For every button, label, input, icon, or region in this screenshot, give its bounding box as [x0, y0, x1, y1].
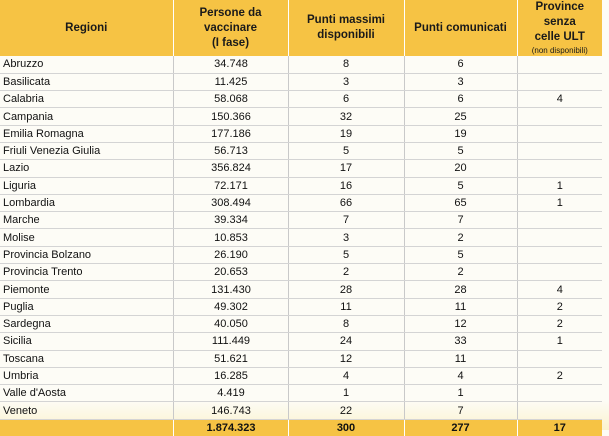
cell-punti-massimi: 1: [288, 385, 404, 402]
cell-persone: 40.050: [173, 315, 288, 332]
cell-province-senza-celle: 2: [517, 298, 602, 315]
table-row: [0, 194, 602, 211]
cell-province-senza-celle: [517, 56, 602, 73]
table-row: [0, 160, 602, 177]
cell-province-senza-celle: [517, 229, 602, 246]
cell-punti-comunicati: 5: [404, 246, 517, 263]
cell-regione: Sicilia: [0, 333, 173, 350]
cell-punti-comunicati: 2: [404, 229, 517, 246]
cell-regione: Toscana: [0, 350, 173, 367]
total-row: [0, 419, 602, 436]
cell-regione: Liguria: [0, 177, 173, 194]
cell-regione: Emilia Romagna: [0, 125, 173, 142]
cell-regione: Umbria: [0, 367, 173, 384]
cell-persone: 177.186: [173, 125, 288, 142]
cell-punti-massimi: 24: [288, 333, 404, 350]
cell-persone: 26.190: [173, 246, 288, 263]
cell-province-senza-celle: [517, 402, 602, 419]
table-row: [0, 367, 602, 384]
cell-punti-comunicati: 11: [404, 298, 517, 315]
cell-persone: 308.494: [173, 194, 288, 211]
cell-persone: 150.366: [173, 108, 288, 125]
cell-punti-massimi: 7: [288, 212, 404, 229]
cell-punti-comunicati: 6: [404, 56, 517, 73]
cell-punti-massimi: 5: [288, 142, 404, 159]
cell-punti-massimi: 32: [288, 108, 404, 125]
table-row: [0, 350, 602, 367]
cell-regione: Piemonte: [0, 281, 173, 298]
cell-punti-comunicati: 5: [404, 142, 517, 159]
cell-province-senza-celle: [517, 73, 602, 90]
cell-regione: Basilicata: [0, 73, 173, 90]
cell-province-senza-celle: 1: [517, 194, 602, 211]
table-body: [0, 56, 602, 436]
cell-punti-comunicati: 12: [404, 315, 517, 332]
table-header-row: [0, 0, 602, 56]
cell-punti-massimi: 17: [288, 160, 404, 177]
cell-punti-massimi: 66: [288, 194, 404, 211]
cell-punti-massimi: 28: [288, 281, 404, 298]
cell-punti-massimi: 19: [288, 125, 404, 142]
total-label: [0, 419, 173, 436]
cell-persone: 34.748: [173, 56, 288, 73]
total-comunicati: 277: [404, 419, 517, 436]
header-regioni: Regioni: [0, 0, 173, 56]
cell-regione: Marche: [0, 212, 173, 229]
header-punti-comunicati: Punti comunicati: [404, 0, 517, 56]
cell-persone: 146.743: [173, 402, 288, 419]
cell-punti-comunicati: 33: [404, 333, 517, 350]
cell-persone: 4.419: [173, 385, 288, 402]
table-row: [0, 108, 602, 125]
cell-punti-comunicati: 11: [404, 350, 517, 367]
cell-persone: 20.653: [173, 264, 288, 281]
cell-persone: 356.824: [173, 160, 288, 177]
cell-regione: Campania: [0, 108, 173, 125]
cell-punti-comunicati: 20: [404, 160, 517, 177]
cell-punti-comunicati: 4: [404, 367, 517, 384]
cell-persone: 51.621: [173, 350, 288, 367]
cell-punti-comunicati: 7: [404, 402, 517, 419]
table-row: [0, 142, 602, 159]
cell-punti-massimi: 8: [288, 315, 404, 332]
header-province-senza-celle: Province senza celle ULT (non disponibili): [517, 0, 602, 56]
cell-punti-massimi: 5: [288, 246, 404, 263]
cell-province-senza-celle: [517, 108, 602, 125]
cell-punti-comunicati: 2: [404, 264, 517, 281]
cell-persone: 58.068: [173, 91, 288, 108]
cell-province-senza-celle: 1: [517, 177, 602, 194]
cell-punti-massimi: 12: [288, 350, 404, 367]
cell-province-senza-celle: [517, 264, 602, 281]
table-row: [0, 177, 602, 194]
header-persone-da-vaccinare: Persone da vaccinare (I fase): [173, 0, 288, 56]
cell-persone: 131.430: [173, 281, 288, 298]
total-province: 17: [553, 421, 566, 434]
cell-persone: 56.713: [173, 142, 288, 159]
cell-regione: Valle d'Aosta: [0, 385, 173, 402]
cell-province-senza-celle: 2: [517, 367, 602, 384]
cell-province-senza-celle: 1: [517, 333, 602, 350]
cell-punti-comunicati: 65: [404, 194, 517, 211]
cell-persone: 111.449: [173, 333, 288, 350]
cell-province-senza-celle: [517, 350, 602, 367]
cell-regione: Calabria: [0, 91, 173, 108]
cell-punti-massimi: 2: [288, 264, 404, 281]
cell-punti-massimi: 4: [288, 367, 404, 384]
cell-punti-comunicati: 1: [404, 385, 517, 402]
cell-punti-comunicati: 19: [404, 125, 517, 142]
table-row: [0, 91, 602, 108]
cell-province-senza-celle: [517, 246, 602, 263]
cell-regione: Friuli Venezia Giulia: [0, 142, 173, 159]
table-row: [0, 264, 602, 281]
cell-province-senza-celle: [517, 160, 602, 177]
cell-punti-comunicati: 25: [404, 108, 517, 125]
cell-regione: Abruzzo: [0, 56, 173, 73]
cell-persone: 39.334: [173, 212, 288, 229]
cell-punti-comunicati: 28: [404, 281, 517, 298]
cell-punti-comunicati: 5: [404, 177, 517, 194]
table-row: [0, 298, 602, 315]
cell-persone: 49.302: [173, 298, 288, 315]
cell-punti-comunicati: 6: [404, 91, 517, 108]
table-row: [0, 229, 602, 246]
cell-punti-comunicati: 7: [404, 212, 517, 229]
table-row: [0, 212, 602, 229]
cell-province-senza-celle: [517, 125, 602, 142]
table-row: [0, 333, 602, 350]
cell-regione: Sardegna: [0, 315, 173, 332]
cell-province-senza-celle: 2: [517, 315, 602, 332]
cell-persone: 10.853: [173, 229, 288, 246]
cell-punti-massimi: 11: [288, 298, 404, 315]
cell-punti-massimi: 3: [288, 73, 404, 90]
cell-province-senza-celle: [517, 212, 602, 229]
cell-punti-massimi: 22: [288, 402, 404, 419]
cell-province-senza-celle: 4: [517, 281, 602, 298]
cell-persone: 72.171: [173, 177, 288, 194]
cell-province-senza-celle: 4: [517, 91, 602, 108]
cell-punti-massimi: 3: [288, 229, 404, 246]
table-row: [0, 125, 602, 142]
cell-regione: Provincia Bolzano: [0, 246, 173, 263]
cell-punti-comunicati: 3: [404, 73, 517, 90]
cell-punti-massimi: 16: [288, 177, 404, 194]
cell-regione: Lombardia: [0, 194, 173, 211]
table-row: [0, 281, 602, 298]
cell-regione: Molise: [0, 229, 173, 246]
cell-punti-massimi: 8: [288, 56, 404, 73]
cell-province-senza-celle: [517, 385, 602, 402]
cell-punti-massimi: 6: [288, 91, 404, 108]
table-row: [0, 246, 602, 263]
cell-persone: 11.425: [173, 73, 288, 90]
table-row: [0, 73, 602, 90]
table-row: [0, 56, 602, 73]
table-row: [0, 315, 602, 332]
cell-regione: Lazio: [0, 160, 173, 177]
table-row: [0, 402, 602, 419]
header-punti-massimi: Punti massimi disponibili: [288, 0, 404, 56]
cell-persone: 16.285: [173, 367, 288, 384]
header-province-note: (non disponibili): [531, 46, 588, 55]
cell-regione: Puglia: [0, 298, 173, 315]
cell-regione: Veneto: [0, 402, 173, 419]
cell-province-senza-celle: [517, 142, 602, 159]
table-row: [0, 385, 602, 402]
cell-regione: Provincia Trento: [0, 264, 173, 281]
total-persone: 1.874.323: [173, 419, 288, 436]
total-massimi: 300: [288, 419, 404, 436]
